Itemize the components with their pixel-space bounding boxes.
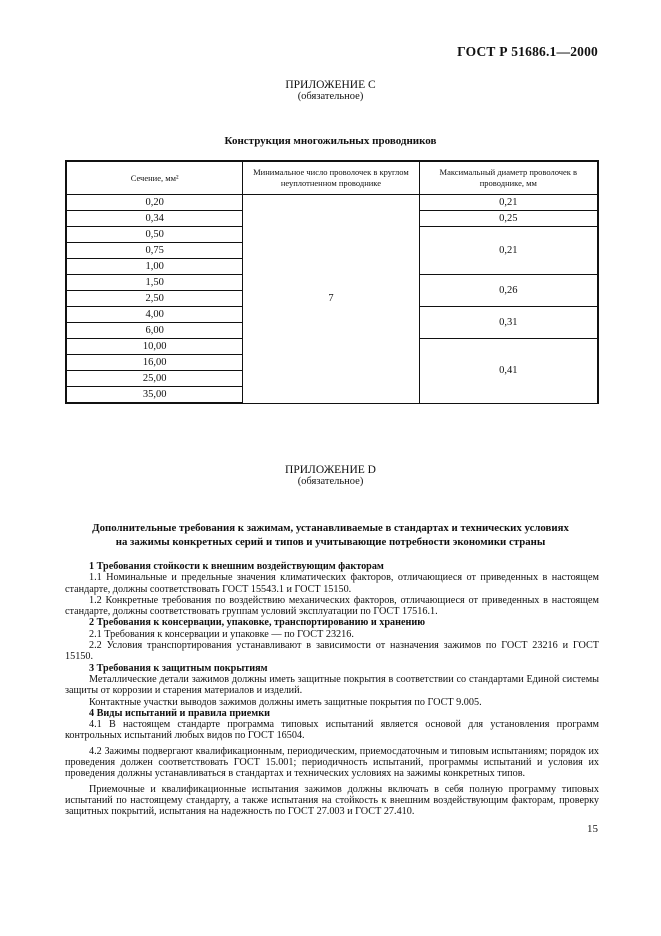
table-cell-section: 6,00	[66, 323, 243, 339]
paragraph: 4.2 Зажимы подвергают квалификационным, периодическим, приемосдаточным и типовым испытаниям; порядок их проведения должен соответствовать ГОСТ 15.001; периодичность испытаний, программы испытаний и условия их проведения должны устанавливаться в стандартах и технических условиях на зажимы конкретных типов.	[65, 745, 599, 780]
table-caption: Конструкция многожильных проводников	[224, 135, 437, 147]
table-cell-section: 25,00	[66, 371, 243, 387]
appendix-c-heading	[0, 79, 661, 103]
appendix-d-title: ПРИЛОЖЕНИЕ D	[285, 464, 376, 476]
conductor-table	[65, 160, 599, 404]
appendix-d-note: (обязательное)	[297, 476, 364, 487]
table-cell-section: 2,50	[66, 291, 243, 307]
table-cell-section: 0,75	[66, 243, 243, 259]
table-cell-max-diameter: 0,41	[419, 339, 598, 404]
paragraph: 2.2 Условия транспортирования устанавливают в зависимости от назначения зажимов по ГОСТ 23216 и ГОСТ 15150.	[65, 640, 599, 663]
table-cell-max-diameter: 0,31	[419, 307, 598, 339]
paragraph: Контактные участки выводов зажимов должны иметь защитные покрытия по ГОСТ 9.005.	[89, 696, 482, 708]
paragraph: 1.1 Номинальные и предельные значения климатических факторов, отличающиеся от приведенных в настоящем стандарте, должны соответствовать ГОСТ 15543.1 и ГОСТ 15150.	[65, 572, 599, 595]
document-code: ГОСТ Р 51686.1—2000	[457, 44, 598, 59]
appendix-c-note: (обязательное)	[297, 91, 364, 102]
table-cell-section: 0,34	[66, 211, 243, 227]
body-text	[65, 561, 599, 818]
paragraph: 2.1 Требования к консервации и упаковке — по ГОСТ 23216.	[89, 628, 354, 640]
section-title	[0, 521, 661, 549]
table-cell-max-diameter: 0,21	[419, 195, 598, 211]
table-cell-max-diameter: 0,21	[419, 227, 598, 275]
paragraph: 4.1 В настоящем стандарте программа типовых испытаний является основой для установления программ контрольных испытаний любых видов по ГОСТ 16504.	[65, 719, 599, 742]
appendix-c-title: ПРИЛОЖЕНИЕ С	[285, 79, 376, 91]
section-title-line: на зажимы конкретных серий и типов и учитывающие потребности экономики страны	[115, 536, 546, 548]
paragraph: 1.2 Конкретные требования по воздействию механических факторов, отличающиеся от приведенных в настоящем стандарте, должны соответствовать группам условий эксплуатации по ГОСТ 17516.1.	[65, 594, 599, 618]
section-heading: 2 Требования к консервации, упаковке, транспортированию и хранению	[89, 617, 426, 629]
table-cell-section: 0,20	[66, 195, 243, 211]
table-cell-max-diameter: 0,25	[419, 211, 598, 227]
page-number: 15	[587, 823, 598, 835]
table-cell-section: 0,50	[66, 227, 243, 243]
table-cell-min-wires: 7	[243, 195, 419, 404]
table-cell-section: 4,00	[66, 307, 243, 323]
table-cell-section: 16,00	[66, 355, 243, 371]
col-header-section: Сечение, мм²	[66, 161, 243, 195]
table-cell-section: 1,50	[66, 275, 243, 291]
section-heading: 4 Виды испытаний и правила приемки	[89, 707, 270, 719]
section-title-line: Дополнительные требования к зажимам, устанавливаемые в стандартах и технических условиях	[92, 522, 569, 534]
appendix-d-heading	[0, 464, 661, 488]
section-heading: 1 Требования стойкости к внешним воздействующим факторам	[89, 561, 384, 572]
col-header-max-diameter: Максимальный диаметр проволочек в проводнике, мм	[419, 161, 598, 195]
paragraph: Приемочные и квалификационные испытания зажимов должны включать в себя полную программу типовых испытаний по настоящему стандарту, а также испытания на стойкость к внешним воздействующим факторам, проверку защитных покрытий, испытания на надежность по ГОСТ 27.003 и ГОСТ 27.410.	[65, 783, 599, 818]
table-cell-section: 1,00	[66, 259, 243, 275]
col-header-min-wires: Минимальное число проволочек в круглом неуплотненном проводнике	[243, 161, 419, 195]
table-cell-section: 35,00	[66, 387, 243, 404]
table-cell-max-diameter: 0,26	[419, 275, 598, 307]
section-heading: 3 Требования к защитным покрытиям	[89, 662, 268, 674]
table-cell-section: 10,00	[66, 339, 243, 355]
paragraph: Металлические детали зажимов должны иметь защитные покрытия в соответствии со стандартами Единой системы защиты от коррозии и старения материалов и изделий.	[65, 673, 599, 697]
